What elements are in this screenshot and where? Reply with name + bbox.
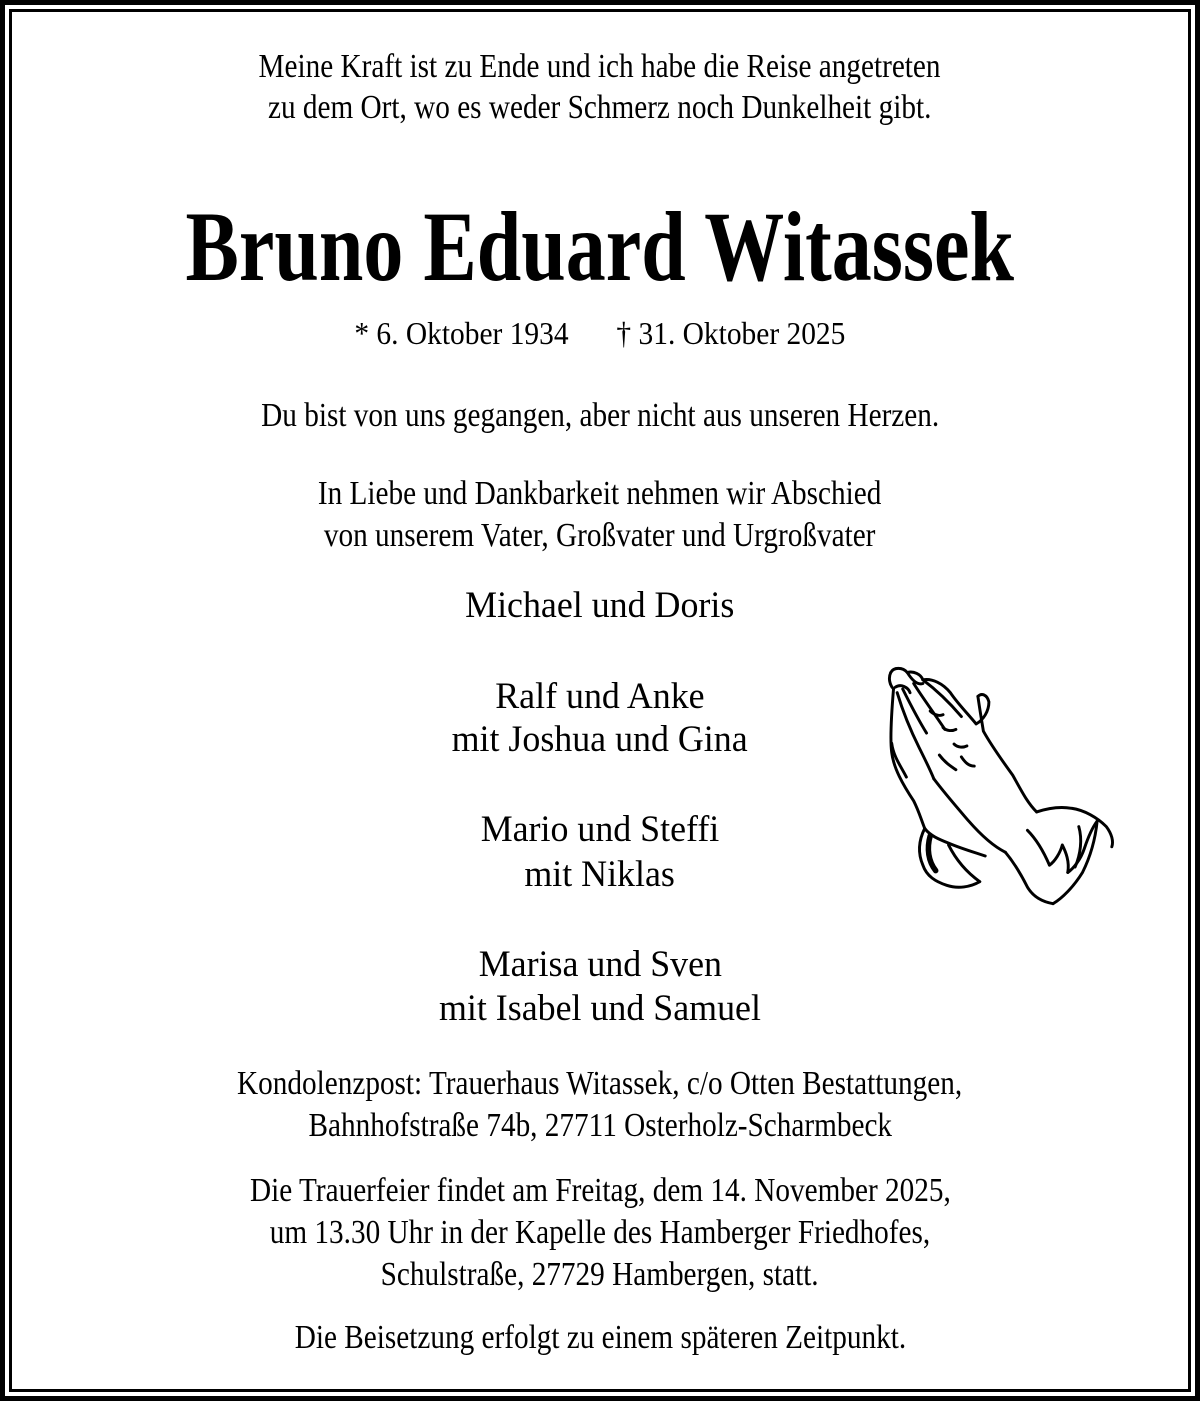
condolence-text-1: Kondolenzpost: Trauerhaus Witassek, c/o Otten Bestattungen,: [237, 1065, 963, 1102]
verse-line-1: [0, 47, 1200, 87]
condolence-line-1: [0, 1064, 1200, 1104]
farewell-text-1: In Liebe und Dankbarkeit nehmen wir Abschied: [318, 475, 882, 512]
mourner-group-1: [0, 584, 1200, 628]
deceased-name: [0, 192, 1200, 302]
mourner-line: mit Isabel und Samuel: [439, 988, 761, 1029]
farewell-text-2: von unserem Vater, Großvater und Urgroßvater: [324, 517, 876, 554]
mourner-line: Michael und Doris: [465, 585, 735, 626]
mourner-line: Mario und Steffi: [480, 809, 720, 850]
praying-hands-icon: [866, 648, 1132, 930]
condolence-text-2: Bahnhofstraße 74b, 27711 Osterholz-Scharmbeck: [308, 1107, 892, 1144]
mourner-group-4-line-2: [0, 987, 1200, 1031]
service-text-3: Schulstraße, 27729 Hambergen, statt.: [381, 1256, 819, 1293]
condolence-line-2: [0, 1106, 1200, 1146]
verse-line-2: [0, 88, 1200, 128]
mourner-group-4-line-1: [0, 943, 1200, 987]
tribute-line: [0, 396, 1200, 436]
burial-note: [0, 1318, 1200, 1358]
life-dates: [0, 313, 1200, 353]
tribute-text: Du bist von uns gegangen, aber nicht aus unseren Herzen.: [260, 397, 940, 434]
mourner-line: Ralf und Anke: [495, 676, 705, 717]
farewell-line-1: [0, 474, 1200, 514]
life-dates-row: [354, 313, 845, 353]
service-line-1: [0, 1171, 1200, 1211]
mourner-line: Marisa und Sven: [478, 944, 722, 985]
service-line-3: [0, 1255, 1200, 1295]
mourner-line: mit Niklas: [524, 854, 676, 895]
service-line-2: [0, 1213, 1200, 1253]
service-text-1: Die Trauerfeier findet am Freitag, dem 14. November 2025,: [249, 1172, 951, 1209]
farewell-line-2: [0, 516, 1200, 556]
death-date: † 31. Oktober 2025: [616, 315, 846, 351]
service-text-2: um 13.30 Uhr in der Kapelle des Hamberger Friedhofes,: [269, 1214, 931, 1251]
burial-note-text: Die Beisetzung erfolgt zu einem späteren Zeitpunkt.: [294, 1319, 906, 1356]
mourner-line: mit Joshua und Gina: [451, 719, 749, 760]
verse-text-2: zu dem Ort, wo es weder Schmerz noch Dunkelheit gibt.: [268, 89, 932, 126]
verse-text-1: Meine Kraft ist zu Ende und ich habe die Reise angetreten: [258, 48, 942, 85]
deceased-name-text: Bruno Eduard Witassek: [185, 191, 1015, 302]
birth-date: * 6. Oktober 1934: [354, 315, 569, 351]
